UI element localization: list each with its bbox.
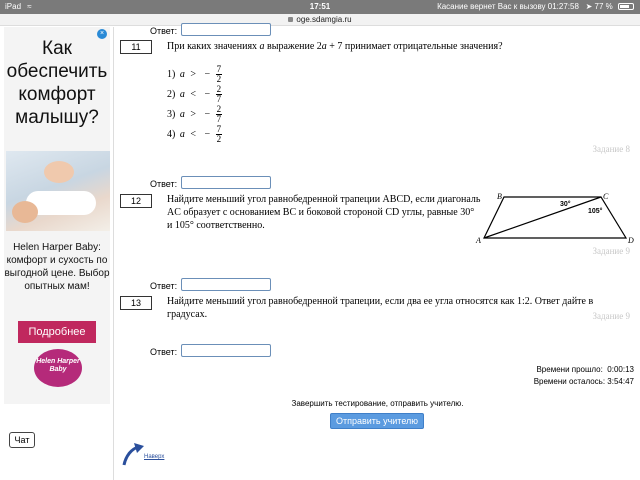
option-2: 2) a < − $\frac{2}{7}$ (167, 84, 222, 104)
location-icon: ➤ (585, 2, 593, 11)
back-to-top-label: Наверх (144, 454, 165, 460)
call-status[interactable]: Касание вернет Вас к вызову 01:27:58 (437, 2, 579, 11)
remaining-time: Времени осталось: 3:54:47 (533, 377, 634, 386)
send-to-teacher-button[interactable]: Отправить учителю (330, 413, 424, 429)
device-name: iPad (5, 2, 22, 11)
trapezoid-figure (474, 191, 639, 247)
elapsed-time: Времени прошло: 0:00:13 (536, 365, 634, 374)
answer-label: Ответ: (150, 179, 178, 189)
ad-headline[interactable]: Как обеспечить комфорт малышу? (6, 38, 108, 128)
vertex-c-label: C (603, 192, 609, 201)
url-bar[interactable] (0, 14, 640, 26)
ad-close-icon[interactable]: × (97, 29, 107, 39)
answer-input[interactable] (181, 23, 271, 36)
vertex-a-label: A (476, 236, 481, 245)
url-domain: oge.sdamgia.ru (296, 15, 352, 24)
ad-cta-button[interactable]: Подробнее (18, 321, 96, 343)
finish-text: Завершить тестирование, отправить учителю. (291, 399, 464, 408)
answer-label: Ответ: (150, 281, 178, 291)
task-source: Задание 9 (592, 246, 630, 256)
lock-icon (288, 17, 293, 22)
answer-label: Ответ: (150, 26, 178, 36)
answer-input[interactable] (181, 278, 271, 291)
vertex-d-label: D (628, 236, 634, 245)
ad-subtext[interactable]: Helen Harper Baby: комфорт и сухость по выгодной цене. Выбор опытных мам! (4, 242, 110, 292)
battery-percent: 77 % (594, 2, 613, 11)
question-text: Найдите меньший угол равнобедренной трапеции ABCD, если диагональ AC образует с основанием BC и боковой стороной CD углы, равные 30° и 105° соответственно. (167, 194, 481, 231)
wifi-icon: ≈ (27, 2, 32, 11)
status-bar (0, 0, 640, 14)
back-to-top-link[interactable] (120, 441, 180, 467)
option-3: 3) a > − $\frac{2}{7}$ (167, 104, 222, 124)
battery-icon (618, 3, 634, 10)
task-source: Задание 8 (592, 144, 630, 154)
option-4: 4) a < − $\frac{7}{2}$ (167, 124, 222, 144)
ad-logo[interactable]: Helen Harper Baby (34, 349, 82, 387)
question-text: Найдите меньший угол равнобедренной трапеции, если два ее угла относятся как 1:2. Ответ дайте в градусах. (167, 296, 594, 320)
vertex-b-label: B (497, 192, 502, 201)
status-time: 17:51 (309, 2, 331, 11)
ad-photo[interactable] (6, 151, 110, 231)
ad-banner[interactable] (4, 27, 110, 404)
angle-30-label: 30° (560, 201, 571, 208)
question-text: При каких значениях a выражение 2a + 7 принимает отрицательные значения? (167, 41, 503, 52)
question-number: 12 (120, 194, 152, 208)
answer-input[interactable] (181, 344, 271, 357)
question-number: 13 (120, 296, 152, 310)
question-number: 11 (120, 40, 152, 54)
test-content (113, 27, 640, 480)
answer-label: Ответ: (150, 347, 178, 357)
option-1: 1) a > − $\frac{7}{2}$ (167, 64, 222, 84)
angle-105-label: 105° (588, 208, 603, 215)
task-source: Задание 9 (592, 311, 630, 321)
answer-input[interactable] (181, 176, 271, 189)
chat-button[interactable]: Чат (9, 432, 35, 448)
arrow-up-icon (120, 441, 146, 467)
